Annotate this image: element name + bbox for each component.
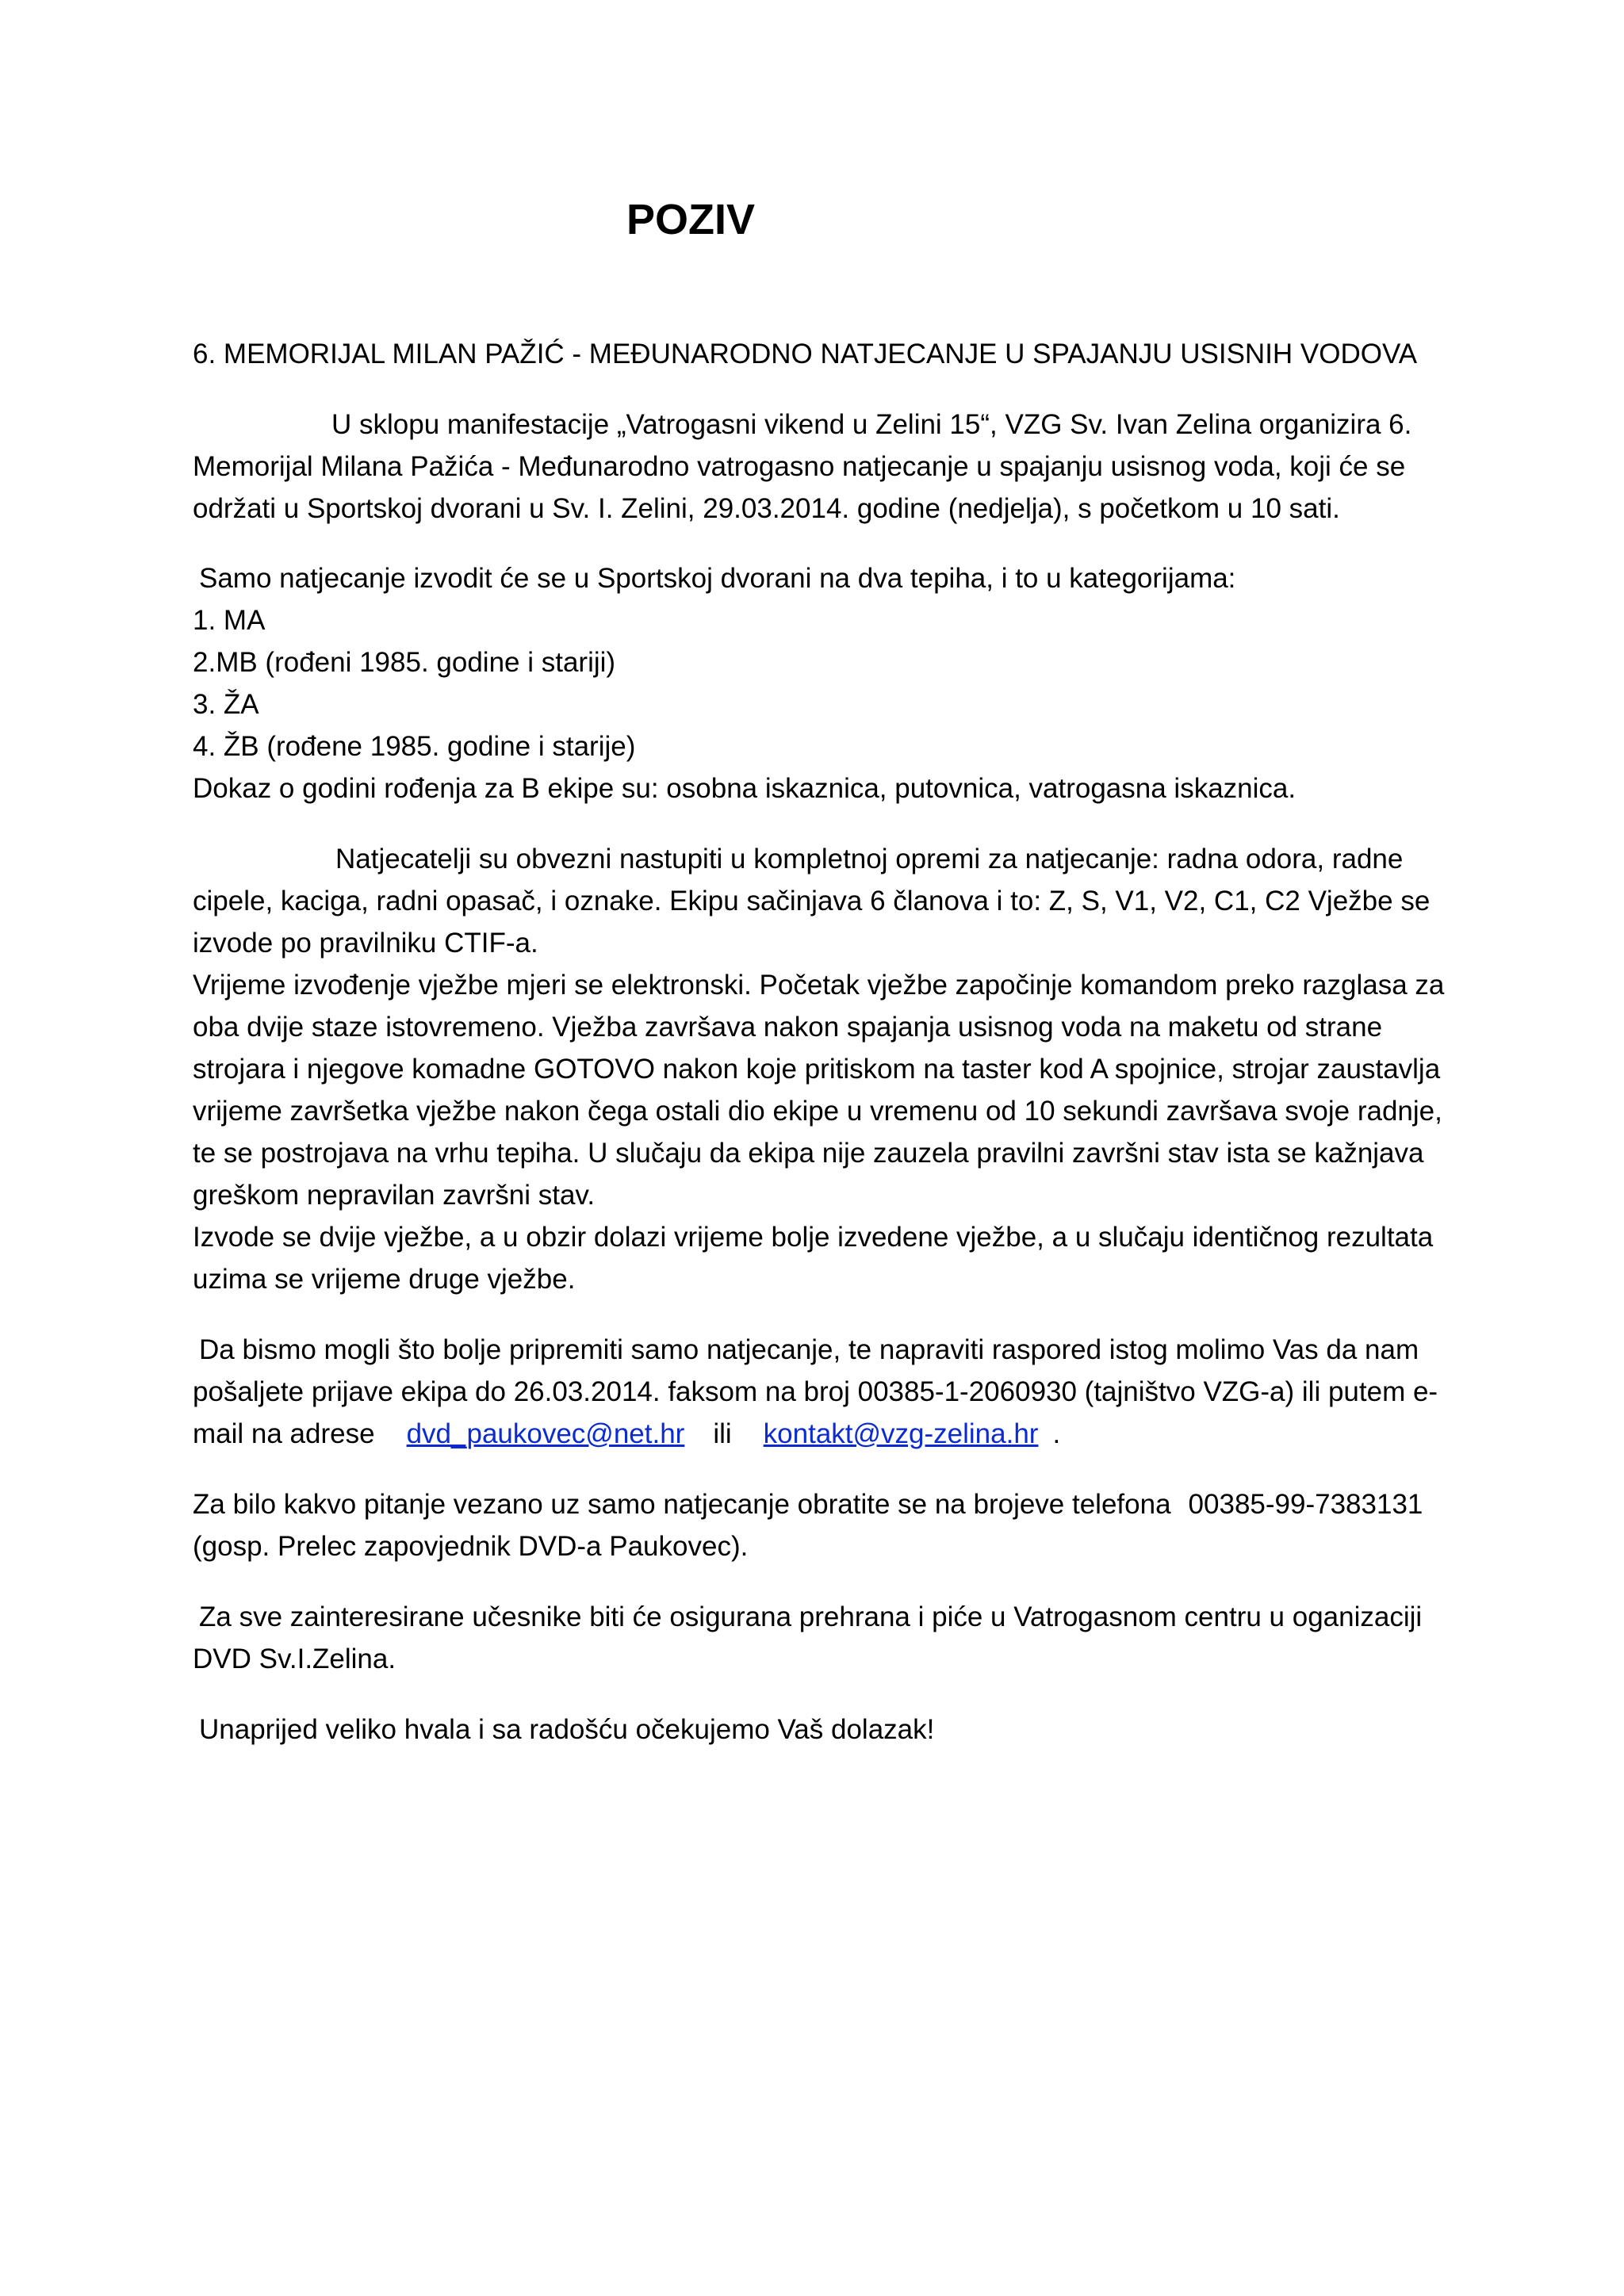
categories-intro: Samo natjecanje izvodit će se u Sportskoj dvorani na dva tepiha, i to u kategorijama: <box>199 563 1236 594</box>
food-line: DVD Sv.I.Zelina. <box>193 1644 396 1674</box>
intro-line: Memorijal Milana Pažića - Međunarodno vatrogasno natjecanje u spajanju usisnog voda, koji će se <box>193 451 1406 482</box>
category-item: 4. ŽB (rođene 1985. godine i starije) <box>193 731 636 762</box>
intro-line: U sklopu manifestacije „Vatrogasni vikend u Zelini 15“, VZG Sv. Ivan Zelina organizira 6. <box>331 409 1412 440</box>
rules-line: Izvode se dvije vježbe, a u obzir dolazi vrijeme bolje izvedene vježbe, a u slučaju identičnog rezultata <box>193 1222 1434 1253</box>
categories-section <box>193 557 1446 809</box>
rules-line: oba dvije staze istovremeno. Vježba završava nakon spajanja usisnog voda na maketu od strane <box>193 1012 1383 1043</box>
food-line: Za sve zainteresirane učesnike biti će osigurana prehrana i piće u Vatrogasnom centru u oganizaciji <box>199 1601 1423 1632</box>
intro-line: održati u Sportskoj dvorani u Sv. I. Zelini, 29.03.2014. godine (nedjelja), s početkom u 10 sati. <box>193 493 1340 524</box>
contact-line: Za bilo kakvo pitanje vezano uz samo natjecanje obratite se na brojeve telefona 00385-99-7383131 <box>193 1489 1423 1520</box>
phone-number: 00385-99-7383131 <box>1188 1489 1423 1520</box>
registration-line: pošaljete prijave ekipa do 26.03.2014. faksom na broj 00385-1-2060930 (tajništvo VZG-a) ili putem e- <box>193 1376 1438 1407</box>
rules-line: te se postrojava na vrhu tepiha. U slučaju da ekipa nije zauzela pravilni završni stav ista se kažnjava <box>193 1138 1424 1169</box>
rules-line: strojara i njegove komadne GOTOVO nakon koje pritiskom na taster kod A spojnice, strojar zaustavlja <box>193 1054 1441 1085</box>
email-link-vzg-zelina[interactable]: kontakt@vzg-zelina.hr <box>763 1418 1039 1449</box>
category-item: 3. ŽA <box>193 689 259 720</box>
registration-section <box>193 1329 1446 1455</box>
rules-line: vrijeme završetka vježbe nakon čega ostali dio ekipe u vremenu od 10 sekundi završava svoje radnje, <box>193 1096 1442 1127</box>
rules-line: Natjecatelji su obvezni nastupiti u kompletnoj opremi za natjecanje: radna odora, radne <box>335 844 1404 874</box>
rules-line: Vrijeme izvođenje vježbe mjeri se elektronski. Početak vježbe započinje komandom preko razglasa za <box>193 970 1445 1001</box>
rules-line: cipele, kaciga, radni opasač, i oznake. Ekipu sačinjava 6 članova i to: Z, S, V1, V2, C1, C2 Vježbe se <box>193 886 1431 916</box>
document-title: POZIV <box>626 196 756 243</box>
category-item: 1. MA <box>193 605 266 636</box>
contact-line: (gosp. Prelec zapovjednik DVD-a Paukovec). <box>193 1531 749 1562</box>
registration-line: mail na adrese dvd_paukovec@net.hr ili kontakt@vzg-zelina.hr . <box>193 1418 1061 1449</box>
rules-line: uzima se vrijeme druge vježbe. <box>193 1264 576 1295</box>
email-link-paukovec[interactable]: dvd_paukovec@net.hr <box>406 1418 685 1449</box>
rules-line: izvode po pravilniku CTIF-a. <box>193 928 538 959</box>
registration-line: Da bismo mogli što bolje pripremiti samo natjecanje, te napraviti raspored istog molimo Vas da nam <box>199 1334 1419 1365</box>
document-body <box>193 333 1446 1751</box>
food-section <box>193 1596 1446 1680</box>
rules-section <box>193 838 1446 1300</box>
rules-line: greškom nepravilan završni stav. <box>193 1180 596 1211</box>
intro-paragraph <box>193 404 1446 530</box>
contact-section <box>193 1483 1446 1567</box>
closing-line: Unaprijed veliko hvala i sa radošću očekujemo Vaš dolazak! <box>199 1714 935 1745</box>
competition-heading: 6. MEMORIJAL MILAN PAŽIĆ - MEĐUNARODNO NATJECANJE U SPAJANJU USISNIH VODOVA <box>193 339 1418 369</box>
category-item: 2.MB (rođeni 1985. godine i stariji) <box>193 647 616 678</box>
birth-proof-note: Dokaz o godini rođenja za B ekipe su: osobna iskaznica, putovnica, vatrogasna iskaznica. <box>193 773 1297 804</box>
